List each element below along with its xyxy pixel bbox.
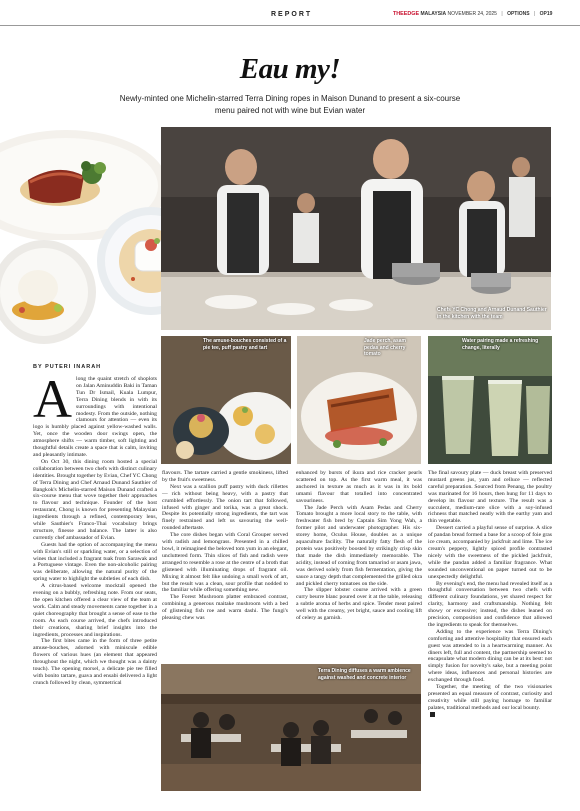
paragraph: By evening's end, the menu had revealed itself as a thoughtful conversation between two chefs with different culinary foundations, yet shared respect for clarity, harmony and craftsmanship. Nothing felt showy or excessive; instead, the dishes leaned on precision, composition and confidence that allowed the ingredients to speak for themselves. [428,580,552,628]
page-header [0,0,580,26]
paragraph: The Forest Mushroom platter embraced contrast, combining a generous maitake mushroom with a bed of glistening fish roe and warm dashi. The fungi's pleasing chew was [162,594,288,622]
paragraph: long the quaint stretch of shoplots on Jalan Aminuddin Baki in Taman Tun Dr Ismail, Kuala Lumpur, Terra Dining blends in with its surroundings with intentional modesty. From the outside, nothing clamours for attention — even its logo is humbly placed against yellow-washed walls. Yet, once the wooden door swings open, the atmosphere shifts — warm timber, soft lighting and thoughtful details create a space that is calm, inviting and pleasantly intimate. [33,376,157,458]
caption-water: Water pairing made a refreshing change, literally [462,338,539,351]
paragraph: A citrus-based welcome mocktail opened the evening on a bubbly, refreshing note. From our seats, the open kitchen offered a clear view of the team at work. Calm and steady movements came together in a quiet choreography that brought a sense of ease to the room. As each course arrived, the chefs introduced their creations, sharing brief insights into the ingredients, processes and inspirations. [33,583,157,638]
issue-date: NOVEMBER 24, 2025 [447,11,497,17]
paragraph: Next was a scallion puff pastry with duck rillettes — rich without being heavy, with a pastry that crumbled effortlessly. The onion tart that followed, infused with ginger and torika, was a great shock. Despite its potentially strong ingredients, the tart was finely restrained and left us savouring the well-rounded aftertaste. [162,483,288,532]
article-column-2 [162,470,288,660]
drop-cap: A [33,369,72,429]
end-mark [430,712,435,717]
category: OPTIONS [507,11,530,17]
paragraph: Dessert carried a playful sense of surprise. A slice of pandan bread formed a base for a scoop of foie gras ice cream, accompanied by jackfruit and lime. The ice cream's peppery, lightly spiced profile contrasted nicely with the sweetness of the pickled jackfruit, while the pandan added a familiar fragrance. What sounded unconventional on paper turned out to be unexpectedly delightful. [428,525,552,580]
paragraph: On Oct 30, this dining room hosted a special collaboration between two chefs with distinct culinary identities. Brought together by Evian, Chef YC Chong of Terra Dining and Chef Arnaud Dunand Sauthier of Bangkok's Michelin-starred Maison Dunand crafted a six-course menu that wove together their approaches to flavour and technique. Founder of the host restaurant, Chong is known for presenting Malaysian ingredients through a refined, contemporary lens, while Sauthier's Franco-Thai vocabulary brings structure, finesse and balance. The latter is also currently chef ambassador of Evian. [33,458,157,541]
paragraph: The Jade Perch with Asam Pedas and Cherry Tomato brought a more local story to the table, with freshwater fish bred by Captain Sim Yong Wah, a former pilot and underwater photographer. His six-storey home, Oculus House, doubles as a unique aquaculture facility. The naturally fatty flesh of the protein was positively boosted by strikingly crisp skin that made the dish immediately memorable. The acidity, instead of coming from tamarind or asam jawa, was derived solely from fish fermentation, giving the sauce a tangy depth that complemented the grilled okra and pickled cherry tomatoes on the side. [296,504,422,587]
caption-kitchen: Chefs YC Chong and Arnaud Dunand Sauthier in the kitchen with the team [437,307,547,320]
article-column-3 [296,470,422,660]
article-column-4 [428,470,552,796]
page-number: OP19 [539,11,553,17]
paragraph: enhanced by bursts of ikura and rice cracker pearls scattered on top. As the first warm meal, it was anchored in texture as much as it was in its bold umami flavour that totalled into concentrated savouriness. [296,470,422,504]
paragraph: Adding to the experience was Terra Dining's comforting and attentive hospitality that ensured each guest was attended to in a heartwarming manner. As diners left, full and content, the partnership seemed to encapsulate what modern dining can be at its best: not simply fusion for novelty's sake, but a meeting point where ideas, influences and personal histories are exchanged through food. [428,628,552,684]
brand-logo: THEEDGE [393,11,420,17]
paragraph: The slipper lobster course arrived with a green curry beurre blanc poured over it at the table, releasing a subtle aroma of herbs and spice. Tender meat paired well with the creamy, yet bright, sauce and cooling lift of celery as garnish. [296,587,422,622]
paragraph: flavours. The tartare carried a gentle smokiness, lifted by the fruit's sweetness. [162,470,288,483]
paragraph: Guests had the option of accompanying the menu with Evian's still or sparkling water, or a selection of wines that included a fragrant tuak from Sarawak and a Portuguese vintage. Even the non-alcoholic pairing was deliberate, allowing the natural purity of the spring water to highlight the subtleties of each dish. [33,541,157,583]
article-column-1 [33,369,157,796]
kitchen-team-photo [161,127,551,330]
section-label: REPORT [271,11,313,18]
deck: Newly-minted one Michelin-starred Terra Dining ropes in Maison Dunand to present a six-course menu paired not with wine but Evian water [119,94,461,115]
dining-room-photo [161,664,421,791]
publication-info: THEEDGE MALAYSIA NOVEMBER 24, 2025 | OPTIONS | OP19 [393,11,553,17]
paragraph: Together, the meeting of the two visionaries presented an equal measure of contrast, curiosity and creativity while still paying homage to familiar palates, traditional methods and our local bounty. [428,684,552,711]
caption-perch: Jade perch, asam pedas and cherry tomato [364,338,406,357]
edition: MALAYSIA [420,11,447,17]
byline: BY PUTERI INARAH [33,364,102,370]
dessert-dish-photo [0,240,104,344]
amuse-bouche-photo [161,336,291,464]
caption-amuse: The amuse-bouches consisted of a pie tee, puff pastry and tart [203,338,287,351]
headline: Eau my! [239,53,341,85]
caption-dining: Terra Dining diffuses a warm ambience against washed and concrete interior [318,668,411,681]
water-glass-photo [428,336,552,464]
paragraph: The final savoury plate — duck breast with preserved mustard greens jus, yam and celluce — reflected careful preparation. Sourced from Penang, the poultry was marinated for 16 hours, then hung for 11 days to develop its flavour and texture. The result was a succulent, medium-rare slice with a soy-infused richness that matched neatly with the earthy yam and thin vegetable. [428,470,552,525]
paragraph: The core dishes began with Coral Grouper served with radish and lemongrass. Presented in a chilled bowl, it reimagined the beloved tom yum in an elegant, uncluttered form. Thin slices of fish and radish were arranged to resemble a rose at the centre of a broth that glistened with illuminating drops of fragrant oil. Mixing it almost felt like undoing a small work of art, but the result was a clean, sour profile that nodded to the familiar while offering something new. [162,532,288,594]
paragraph: The first bites came in the form of three petite amuse-bouches, adorned with miniscule edible flowers of various hues (an element that appeared throughout the night, which we thought was a dainty touch). The opening morsel, a delicate pie tee filled with bonito tartare, guava and ensabi delivered a light crunch followed by clean, symmetrical [33,638,157,686]
